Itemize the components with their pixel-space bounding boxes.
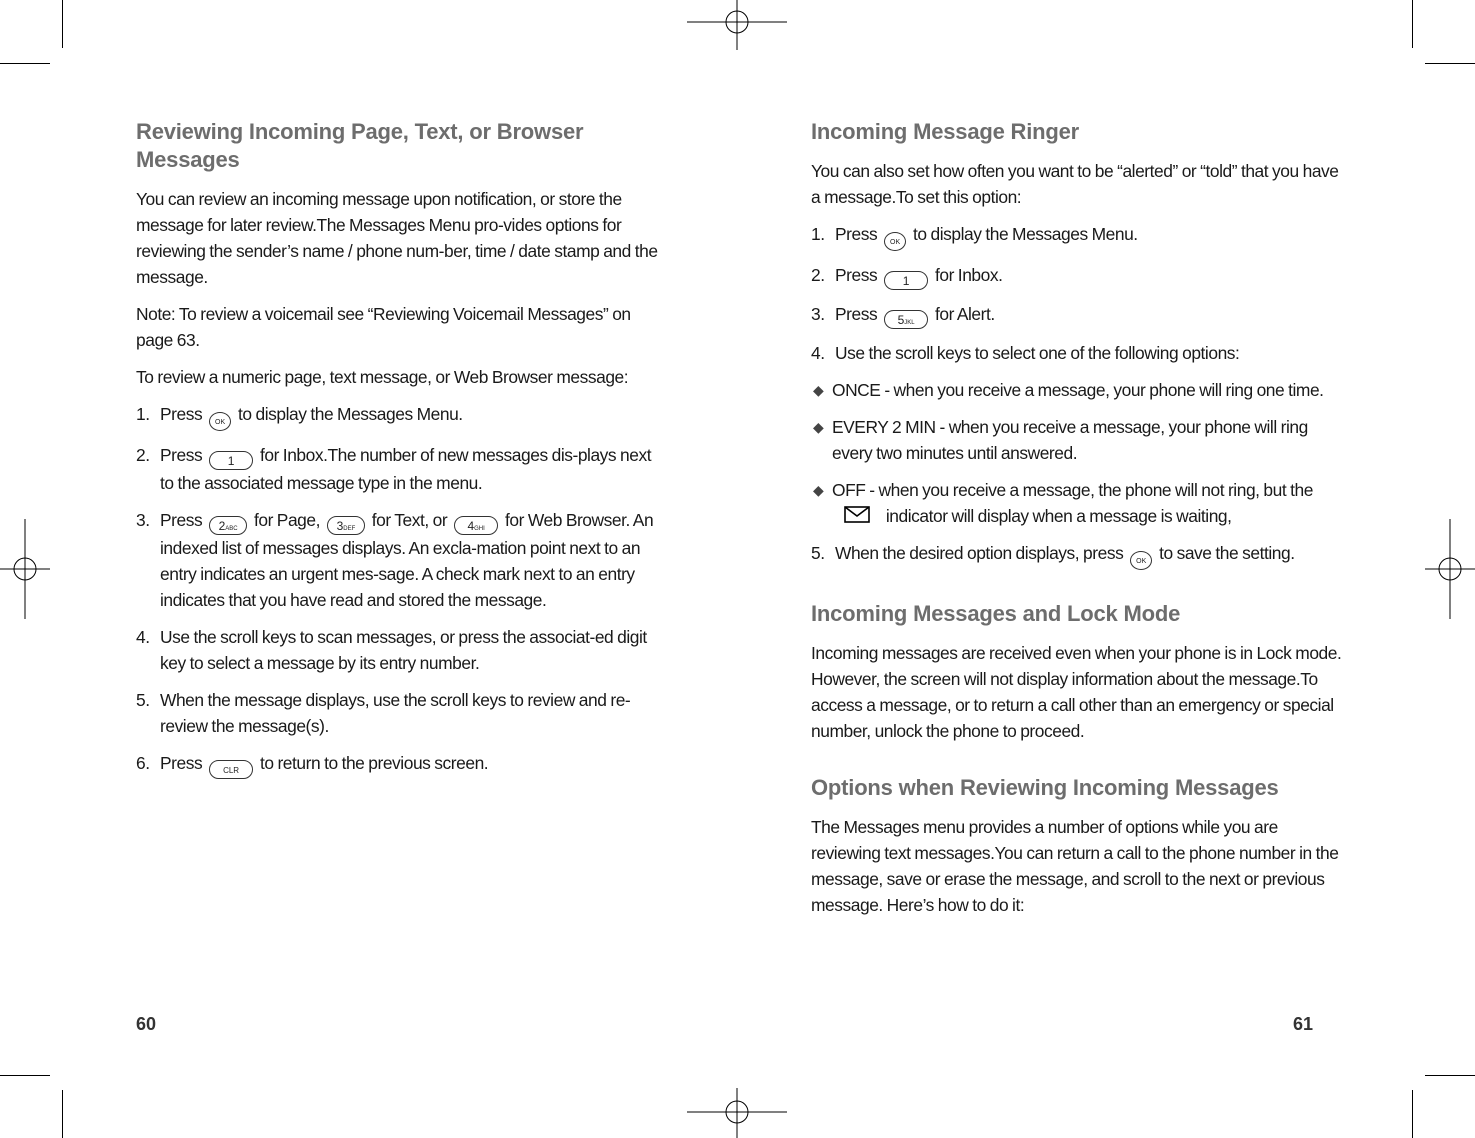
- step-item: 3. Press 5JKL for Alert.: [811, 304, 995, 327]
- key-5-icon: 5JKL: [884, 310, 928, 329]
- step-item: 4. Use the scroll keys to select one of the following options:: [811, 343, 1240, 363]
- right-page: [738, 0, 1475, 1138]
- note-paragraph: Note: To review a voicemail see “Reviewing Voicemail Messages” on page 63.: [136, 304, 631, 350]
- section-heading: Incoming Messages and Lock Mode: [811, 601, 1181, 626]
- intro-paragraph: You can review an incoming message upon notification, or store the message for later review.The Messages Menu pro-vides options for reviewing the sender’s name / phone num-ber, time / date stamp and the message.: [136, 189, 658, 287]
- key-1-icon: 1: [884, 271, 928, 290]
- left-column: [136, 118, 666, 790]
- key-3-icon: 3DEF: [327, 516, 365, 535]
- key-2-icon: 2ABC: [209, 516, 247, 535]
- step-item: 1. Press OK to display the Messages Menu.: [136, 401, 666, 431]
- step-item: 6. Press CLR to return to the previous screen.: [136, 750, 666, 779]
- right-column: [811, 118, 1351, 929]
- step-item: 2. Press 1 for Inbox.The number of new messages dis-plays next to the associated message type in the menu.: [136, 445, 652, 493]
- left-page: [0, 0, 737, 1138]
- option-item: ◆ ONCE - when you receive a message, your phone will ring one time.: [811, 377, 1351, 403]
- diamond-bullet-icon: ◆: [813, 419, 824, 435]
- ok-key-icon: OK: [209, 412, 231, 431]
- key-1-icon: 1: [209, 451, 253, 470]
- step-item: 3. Press 2ABC for Page, 3DEF for Text, or 4GHI for Web Browser. An indexed list of messages displays. An excla-mation point next to an entry indicates an urgent mes-sage. A check mark next to an entry indicates that you have read and stored the message.: [136, 510, 654, 610]
- page-number: 60: [136, 1014, 157, 1034]
- envelope-icon: [835, 504, 879, 526]
- step-item: 1. Press OK to display the Messages Menu.: [811, 221, 1351, 251]
- section-heading: Options when Reviewing Incoming Messages: [811, 775, 1279, 800]
- ok-key-icon: OK: [1130, 551, 1152, 570]
- section-heading: Reviewing Incoming Page, Text, or Browser Messages: [136, 119, 584, 172]
- section-heading: Incoming Message Ringer: [811, 119, 1080, 144]
- step-item: 2. Press 1 for Inbox.: [811, 265, 1003, 288]
- diamond-bullet-icon: ◆: [813, 482, 824, 498]
- diamond-bullet-icon: ◆: [813, 382, 824, 398]
- body-paragraph: The Messages menu provides a number of options while you are reviewing text messages.You can return a call to the phone number in the message, save or erase the message, and scroll to the next or previous message. Here’s how to do it:: [811, 817, 1339, 915]
- clr-key-icon: CLR: [209, 760, 253, 779]
- lead-paragraph: To review a numeric page, text message, or Web Browser message:: [136, 367, 629, 387]
- key-4-icon: 4GHI: [454, 516, 498, 535]
- intro-paragraph: You can also set how often you want to be “alerted” or “told” that you have a message.To set this option:: [811, 161, 1339, 207]
- step-item: 5. When the message displays, use the scroll keys to review and re-review the message(s).: [136, 690, 631, 736]
- step-item: 4. Use the scroll keys to scan messages, or press the associat-ed digit key to select a message by its entry number.: [136, 627, 647, 673]
- page-number: 61: [1293, 1014, 1314, 1034]
- body-paragraph: Incoming messages are received even when your phone is in Lock mode. However, the screen will not display information about the message.To access a message, or to return a call other than an emergency or special number, unlock the phone to proceed.: [811, 643, 1342, 741]
- option-item: ◆ OFF - when you receive a message, the phone will not ring, but the indicator will display when a message is waiting,: [811, 477, 1351, 529]
- option-item: ◆ EVERY 2 MIN - when you receive a message, your phone will ring every two minutes until answered.: [811, 414, 1351, 466]
- ok-key-icon: OK: [884, 232, 906, 251]
- step-item: 5. When the desired option displays, press OK to save the setting.: [811, 540, 1351, 570]
